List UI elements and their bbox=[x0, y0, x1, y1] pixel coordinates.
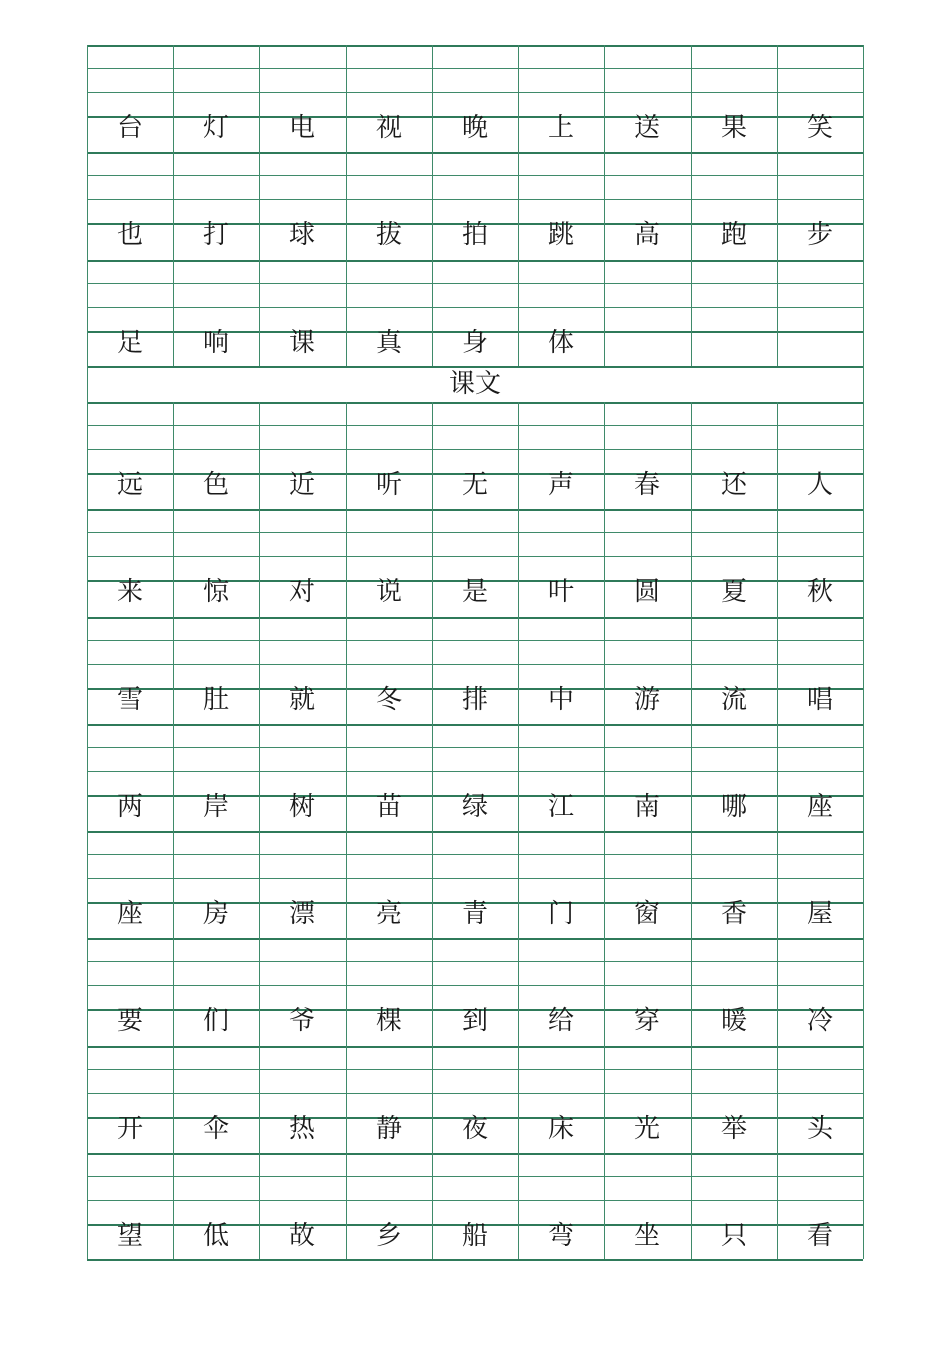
grid-character: 苗 bbox=[375, 791, 402, 822]
grid-character: 圆 bbox=[633, 577, 660, 608]
grid-character: 课 bbox=[288, 327, 315, 358]
grid-line bbox=[87, 509, 863, 511]
grid-character: 南 bbox=[633, 791, 660, 822]
grid-character: 看 bbox=[806, 1221, 833, 1251]
grid-character: 送 bbox=[633, 113, 660, 143]
grid-character: 体 bbox=[547, 327, 574, 358]
grid-line bbox=[87, 1200, 863, 1201]
grid-character: 还 bbox=[720, 469, 747, 500]
grid-line bbox=[87, 771, 863, 772]
grid-line bbox=[87, 831, 863, 833]
grid-character: 漂 bbox=[288, 899, 315, 930]
grid-column-line bbox=[863, 45, 864, 366]
grid-column-line bbox=[173, 45, 174, 366]
grid-column-line bbox=[259, 45, 260, 366]
grid-character: 近 bbox=[288, 469, 315, 500]
grid-character: 跳 bbox=[547, 220, 574, 251]
grid-character: 只 bbox=[720, 1221, 747, 1251]
grid-character: 到 bbox=[461, 1006, 488, 1037]
grid-character: 响 bbox=[202, 327, 229, 358]
grid-character: 唱 bbox=[806, 684, 833, 715]
grid-character: 台 bbox=[116, 113, 143, 143]
grid-character: 江 bbox=[547, 791, 574, 822]
grid-character: 房 bbox=[202, 899, 229, 930]
grid-column-line bbox=[604, 402, 605, 1259]
grid-character: 暖 bbox=[720, 1006, 747, 1037]
grid-character: 声 bbox=[547, 469, 574, 500]
grid-character: 们 bbox=[202, 1006, 229, 1037]
grid-line bbox=[87, 68, 863, 69]
grid-character: 果 bbox=[720, 113, 747, 143]
grid-character: 中 bbox=[547, 684, 574, 715]
grid-line bbox=[87, 1069, 863, 1070]
grid-character: 叶 bbox=[547, 577, 574, 608]
grid-column-line bbox=[259, 402, 260, 1259]
grid-line bbox=[87, 449, 863, 450]
grid-line bbox=[87, 45, 863, 47]
grid-character: 拍 bbox=[461, 220, 488, 251]
grid-character: 春 bbox=[633, 469, 660, 500]
grid-character: 夏 bbox=[720, 577, 747, 608]
grid-character: 举 bbox=[720, 1113, 747, 1144]
grid-line bbox=[87, 1046, 863, 1048]
grid-line bbox=[87, 617, 863, 619]
grid-character: 船 bbox=[461, 1221, 488, 1251]
grid-column-line bbox=[173, 402, 174, 1259]
grid-character: 是 bbox=[461, 577, 488, 608]
grid-character: 步 bbox=[806, 220, 833, 251]
grid-character: 座 bbox=[806, 791, 833, 822]
grid-character: 座 bbox=[116, 899, 143, 930]
grid-character: 爷 bbox=[288, 1006, 315, 1037]
grid-character: 弯 bbox=[547, 1221, 574, 1251]
grid-character: 跑 bbox=[720, 220, 747, 251]
grid-line bbox=[87, 985, 863, 986]
grid-character: 两 bbox=[116, 791, 143, 822]
grid-line bbox=[87, 724, 863, 726]
grid-column-line bbox=[518, 45, 519, 366]
grid-character: 打 bbox=[202, 220, 229, 251]
grid-character: 要 bbox=[116, 1006, 143, 1037]
grid-line bbox=[87, 260, 863, 262]
grid-line bbox=[87, 878, 863, 879]
grid-line bbox=[87, 1259, 863, 1261]
grid-character: 故 bbox=[288, 1221, 315, 1251]
grid-character: 也 bbox=[116, 220, 143, 251]
grid-column-line bbox=[691, 45, 692, 366]
grid-character: 真 bbox=[375, 327, 402, 358]
grid-character: 无 bbox=[461, 469, 488, 500]
section-title: 课文 bbox=[448, 368, 501, 399]
grid-character: 就 bbox=[288, 684, 315, 715]
grid-character: 流 bbox=[720, 684, 747, 715]
grid-line bbox=[87, 664, 863, 665]
grid-character: 棵 bbox=[375, 1006, 402, 1037]
grid-character: 排 bbox=[461, 684, 488, 715]
grid-character: 坐 bbox=[633, 1221, 660, 1251]
grid-character: 热 bbox=[288, 1113, 315, 1144]
grid-character: 足 bbox=[116, 327, 143, 358]
grid-character: 哪 bbox=[720, 791, 747, 822]
grid-character: 开 bbox=[116, 1113, 143, 1144]
grid-line bbox=[87, 1176, 863, 1177]
grid-column-line bbox=[604, 45, 605, 366]
grid-character: 拔 bbox=[375, 220, 402, 251]
grid-character: 望 bbox=[116, 1221, 143, 1251]
grid-character: 静 bbox=[375, 1113, 402, 1144]
grid-character: 给 bbox=[547, 1006, 574, 1037]
grid-line bbox=[87, 1153, 863, 1155]
grid-character: 绿 bbox=[461, 791, 488, 822]
grid-character: 笑 bbox=[806, 113, 833, 143]
grid-line bbox=[87, 152, 863, 154]
grid-line bbox=[87, 175, 863, 176]
grid-column-line bbox=[863, 366, 864, 402]
grid-column-line bbox=[518, 402, 519, 1259]
grid-column-line bbox=[777, 402, 778, 1259]
grid-line bbox=[87, 961, 863, 962]
grid-line bbox=[87, 199, 863, 200]
grid-character: 晚 bbox=[461, 113, 488, 143]
grid-column-line bbox=[87, 402, 88, 1259]
grid-line bbox=[87, 532, 863, 533]
grid-character: 来 bbox=[116, 577, 143, 608]
grid-character: 游 bbox=[633, 684, 660, 715]
grid-column-line bbox=[346, 402, 347, 1259]
grid-character: 青 bbox=[461, 899, 488, 930]
grid-line bbox=[87, 92, 863, 93]
grid-character: 伞 bbox=[202, 1113, 229, 1144]
grid-character: 冷 bbox=[806, 1006, 833, 1037]
grid-character: 人 bbox=[806, 469, 833, 500]
grid-character: 惊 bbox=[202, 577, 229, 608]
grid-character: 视 bbox=[375, 113, 402, 143]
grid-character: 上 bbox=[547, 113, 574, 143]
grid-character: 球 bbox=[288, 220, 315, 251]
grid-character: 窗 bbox=[633, 899, 660, 930]
grid-line bbox=[87, 402, 863, 404]
grid-character: 肚 bbox=[202, 684, 229, 715]
grid-line bbox=[87, 640, 863, 641]
grid-character: 色 bbox=[202, 469, 229, 500]
grid-character: 门 bbox=[547, 899, 574, 930]
grid-character: 电 bbox=[288, 113, 315, 143]
grid-column-line bbox=[432, 402, 433, 1259]
grid-character: 冬 bbox=[375, 684, 402, 715]
grid-line bbox=[87, 938, 863, 940]
grid-column-line bbox=[432, 45, 433, 366]
grid-character: 远 bbox=[116, 469, 143, 500]
grid-line bbox=[87, 307, 863, 308]
grid-character: 对 bbox=[288, 577, 315, 608]
grid-character: 穿 bbox=[633, 1006, 660, 1037]
grid-character: 身 bbox=[461, 327, 488, 358]
grid-character: 雪 bbox=[116, 684, 143, 715]
grid-character: 低 bbox=[202, 1221, 229, 1251]
grid-character: 头 bbox=[806, 1113, 833, 1144]
grid-line bbox=[87, 1093, 863, 1094]
grid-column-line bbox=[863, 402, 864, 1259]
grid-character: 岸 bbox=[202, 791, 229, 822]
grid-line bbox=[87, 283, 863, 284]
grid-column-line bbox=[691, 402, 692, 1259]
grid-line bbox=[87, 425, 863, 426]
grid-character: 夜 bbox=[461, 1113, 488, 1144]
grid-line bbox=[87, 747, 863, 748]
grid-character: 听 bbox=[375, 469, 402, 500]
grid-character: 香 bbox=[720, 899, 747, 930]
grid-column-line bbox=[346, 45, 347, 366]
grid-character: 说 bbox=[375, 577, 402, 608]
grid-character: 灯 bbox=[202, 113, 229, 143]
grid-character: 床 bbox=[547, 1113, 574, 1144]
grid-character: 光 bbox=[633, 1113, 660, 1144]
grid-character: 亮 bbox=[375, 899, 402, 930]
grid-column-line bbox=[87, 45, 88, 366]
grid-column-line bbox=[777, 45, 778, 366]
grid-character: 秋 bbox=[806, 577, 833, 608]
grid-character: 屋 bbox=[806, 899, 833, 930]
grid-line bbox=[87, 854, 863, 855]
grid-line bbox=[87, 556, 863, 557]
grid-character: 乡 bbox=[375, 1221, 402, 1251]
grid-character: 树 bbox=[288, 791, 315, 822]
grid-character: 高 bbox=[633, 220, 660, 251]
